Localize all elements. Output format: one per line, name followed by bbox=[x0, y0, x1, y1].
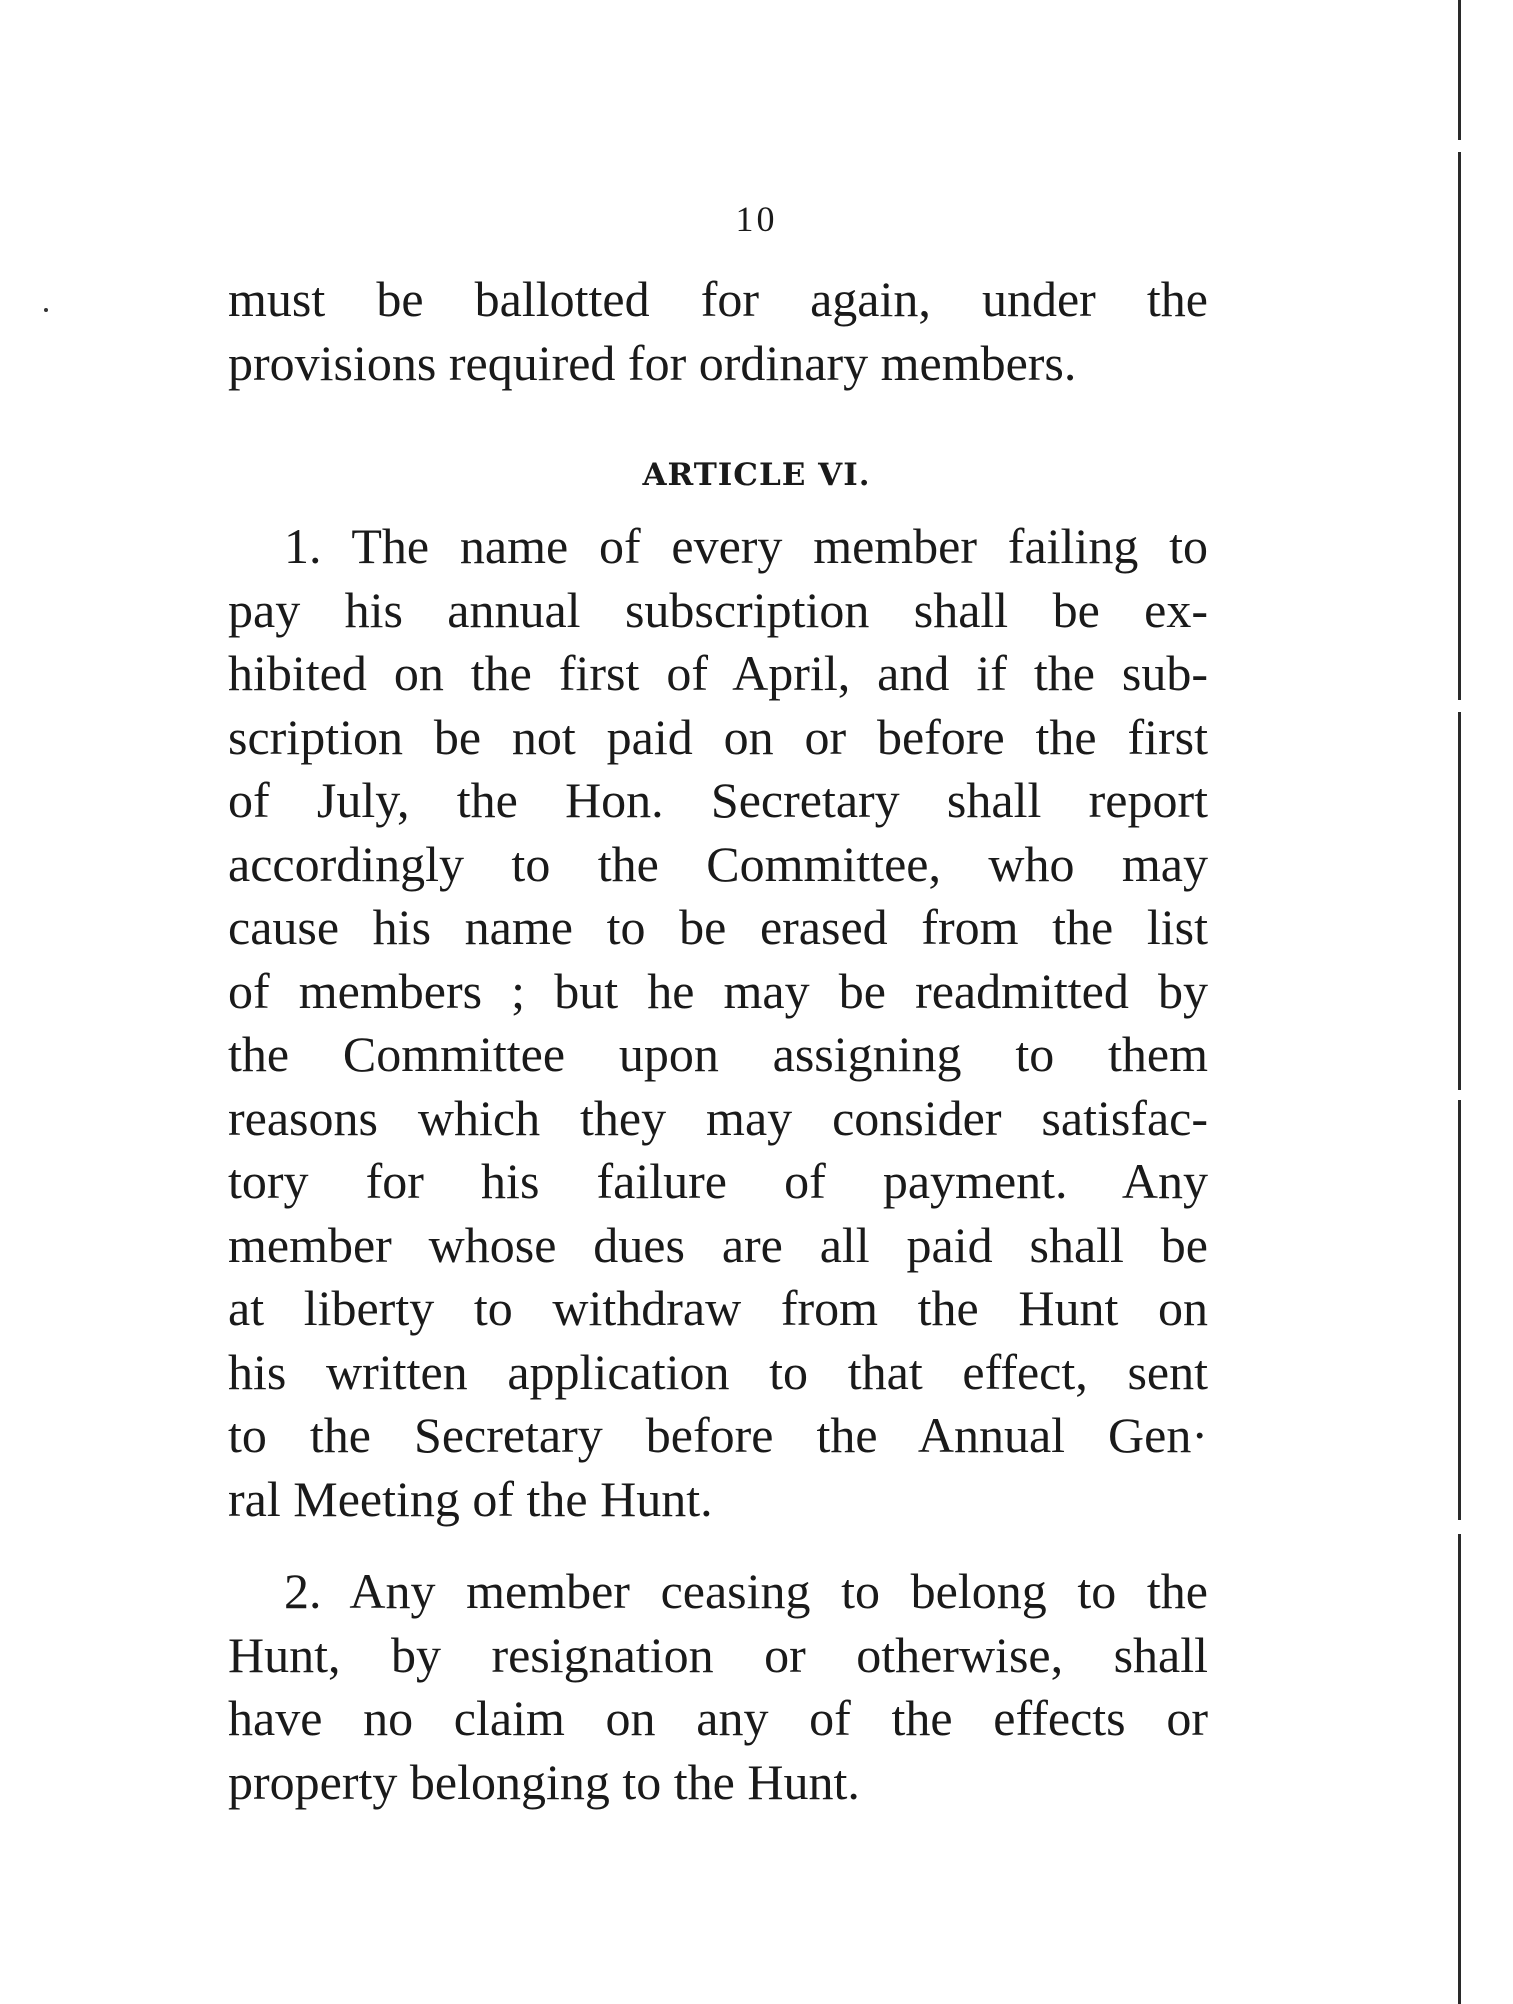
paragraph-line: pay his annual subscription shall be ex- bbox=[228, 581, 1208, 638]
paragraph-line: of July, the Hon. Secretary shall report bbox=[228, 772, 1208, 828]
paragraph-line: 2. Any member ceasing to belong to the bbox=[284, 1563, 1208, 1619]
intro-paragraph bbox=[228, 268, 1208, 395]
paragraph-line: his written application to that effect, sent bbox=[228, 1343, 1208, 1400]
paragraph-line: at liberty to withdraw from the Hunt on bbox=[228, 1280, 1208, 1336]
paragraph-line: hibited on the first of April, and if the sub- bbox=[228, 645, 1208, 701]
page-number: 10 bbox=[735, 199, 778, 239]
article-paragraph-1 bbox=[228, 515, 1208, 1531]
paragraph-line: cause his name to be erased from the list bbox=[228, 899, 1208, 955]
paragraph-line: tory for his failure of payment. Any bbox=[228, 1153, 1208, 1209]
paragraph-line: member whose dues are all paid shall be bbox=[228, 1216, 1208, 1273]
intro-line: must be ballotted for again, under the bbox=[228, 271, 1208, 327]
paragraph-line: to the Secretary before the Annual Gen· bbox=[228, 1407, 1208, 1463]
paragraph-line: scription be not paid on or before the first bbox=[228, 708, 1208, 765]
paragraph-line: reasons which they may consider satisfac- bbox=[228, 1089, 1208, 1146]
scan-edge-line bbox=[1458, 0, 1461, 2004]
paragraph-line: property belonging to the Hunt. bbox=[228, 1753, 860, 1810]
paragraph-line: the Committee upon assigning to them bbox=[228, 1026, 1208, 1082]
article-paragraph-2 bbox=[228, 1560, 1208, 1814]
article-heading: ARTICLE VI. bbox=[642, 457, 871, 493]
paragraph-line: of members ; but he may be readmitted by bbox=[228, 962, 1208, 1019]
paragraph-line: have no claim on any of the effects or bbox=[228, 1690, 1208, 1746]
intro-line: provisions required for ordinary members. bbox=[228, 334, 1077, 391]
paragraph-line: 1. The name of every member failing to bbox=[284, 518, 1208, 574]
scan-speck bbox=[44, 308, 48, 312]
paragraph-line: ral Meeting of the Hunt. bbox=[228, 1470, 713, 1527]
paragraph-line: accordingly to the Committee, who may bbox=[228, 835, 1208, 892]
paragraph-line: Hunt, by resignation or otherwise, shall bbox=[228, 1626, 1208, 1683]
